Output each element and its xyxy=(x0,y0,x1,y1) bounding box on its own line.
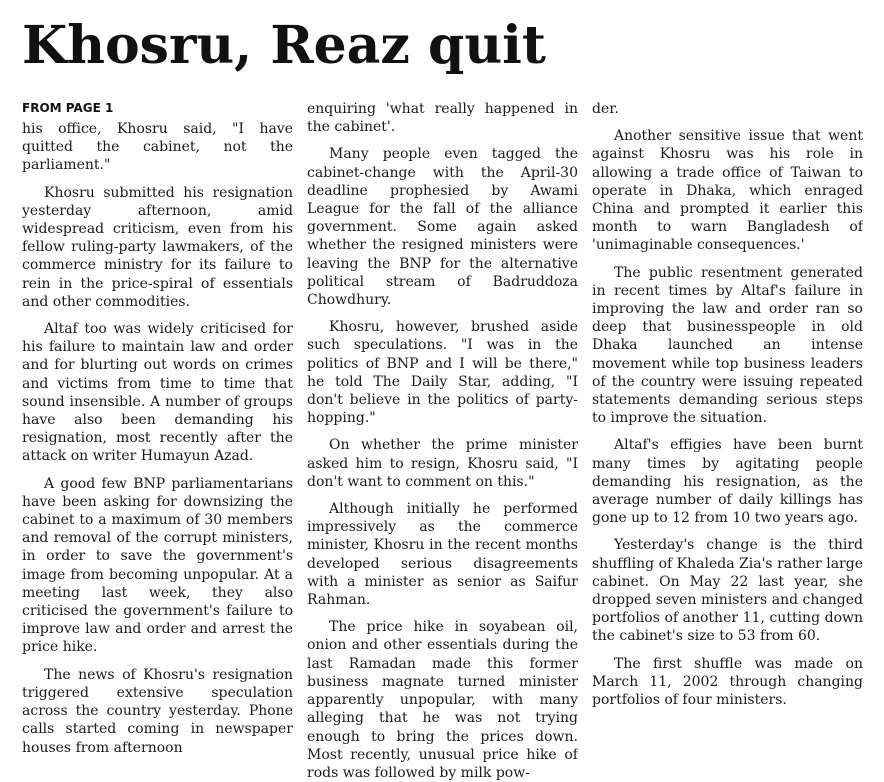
article-columns xyxy=(22,100,870,782)
paragraph: Altaf's effigies have been burnt many times by agitating people demanding his resignation, as the average number of daily killings has gone up to 12 from 10 two years ago. xyxy=(592,437,863,527)
paragraph: Yesterday's change is the third shuffling of Khaleda Zia's rather large cabinet. On May 22 last year, she dropped seven ministers and changed portfolios of another 11, cutting down the cabinet's size to 53 from 60. xyxy=(592,537,863,645)
paragraph: Khosru, however, brushed aside such speculations. "I was in the politics of BNP and I will be there," he told The Daily Star, adding, "I don't believe in the politics of party-hopping." xyxy=(307,319,578,427)
paragraph: his office, Khosru said, "I have quitted the cabinet, not the parliament." xyxy=(22,121,293,174)
paragraph: Another sensitive issue that went against Khosru was his role in allowing a trade office of Taiwan to operate in Dhaka, which enraged China and prompted it earlier this month to warn Bangladesh of 'unimaginable consequences.' xyxy=(592,128,863,254)
paragraph: enquiring 'what really happened in the cabinet'. xyxy=(307,101,578,136)
column-2 xyxy=(307,100,578,782)
paragraph: Although initially he performed impressively as the commerce minister, Khosru in the recent months developed serious disagreements with a minister as senior as Saifur Rahman. xyxy=(307,501,578,609)
paragraph: Khosru submitted his resignation yesterday afternoon, amid widespread criticism, even from his fellow ruling-party lawmakers, of the commerce ministry for its failure to rein in the price-spiral of essentials and other commodities. xyxy=(22,184,293,310)
headline: Khosru, Reaz quit xyxy=(22,15,546,76)
column-1 xyxy=(22,100,293,782)
paragraph: Many people even tagged the cabinet-change with the April-30 deadline prophesied by Awami League for the fall of the alliance government. Some again asked whether the resigned ministers were leaving the BNP for the alternative political stream of Badruddoza Chowdhury. xyxy=(307,146,578,309)
paragraph: Altaf too was widely criticised for his failure to maintain law and order and for blurting out words on crimes and victims from time to time that sound insensible. A number of groups have also been demanding his resignation, most recently after the attack on writer Humayun Azad. xyxy=(22,321,293,465)
column-3 xyxy=(592,100,863,782)
paragraph: On whether the prime minister asked him to resign, Khosru said, "I don't want to comment on this." xyxy=(307,437,578,490)
paragraph: The first shuffle was made on March 11, 2002 through changing portfolios of four ministers. xyxy=(592,655,863,709)
paragraph: der. xyxy=(592,101,619,117)
paragraph: The news of Khosru's resignation triggered extensive speculation across the country yesterday. Phone calls started coming in newspaper houses from afternoon xyxy=(22,666,293,756)
paragraph: The price hike in soyabean oil, onion and other essentials during the last Ramadan made this former business magnate turned minister apparently unpopular, with many alleging that he was not trying enough to bring the prices down. Most recently, unusual price hike of rods was followed by milk pow- xyxy=(307,619,578,781)
kicker-from-page: FROM PAGE 1 xyxy=(22,101,114,115)
paragraph: The public resentment generated in recent times by Altaf's failure in improving the law and order ran so deep that businesspeople in old Dhaka launched an intense movement while top business leaders of the country were issuing repeated statements demanding serious steps to improve the situation. xyxy=(592,264,863,427)
paragraph: A good few BNP parliamentarians have been asking for downsizing the cabinet to a maximum of 30 members and removal of the corrupt ministers, in order to save the government's image from becoming unpopular. At a meeting last week, they also criticised the government's failure to improve law and order and arrest the price hike. xyxy=(22,475,293,656)
